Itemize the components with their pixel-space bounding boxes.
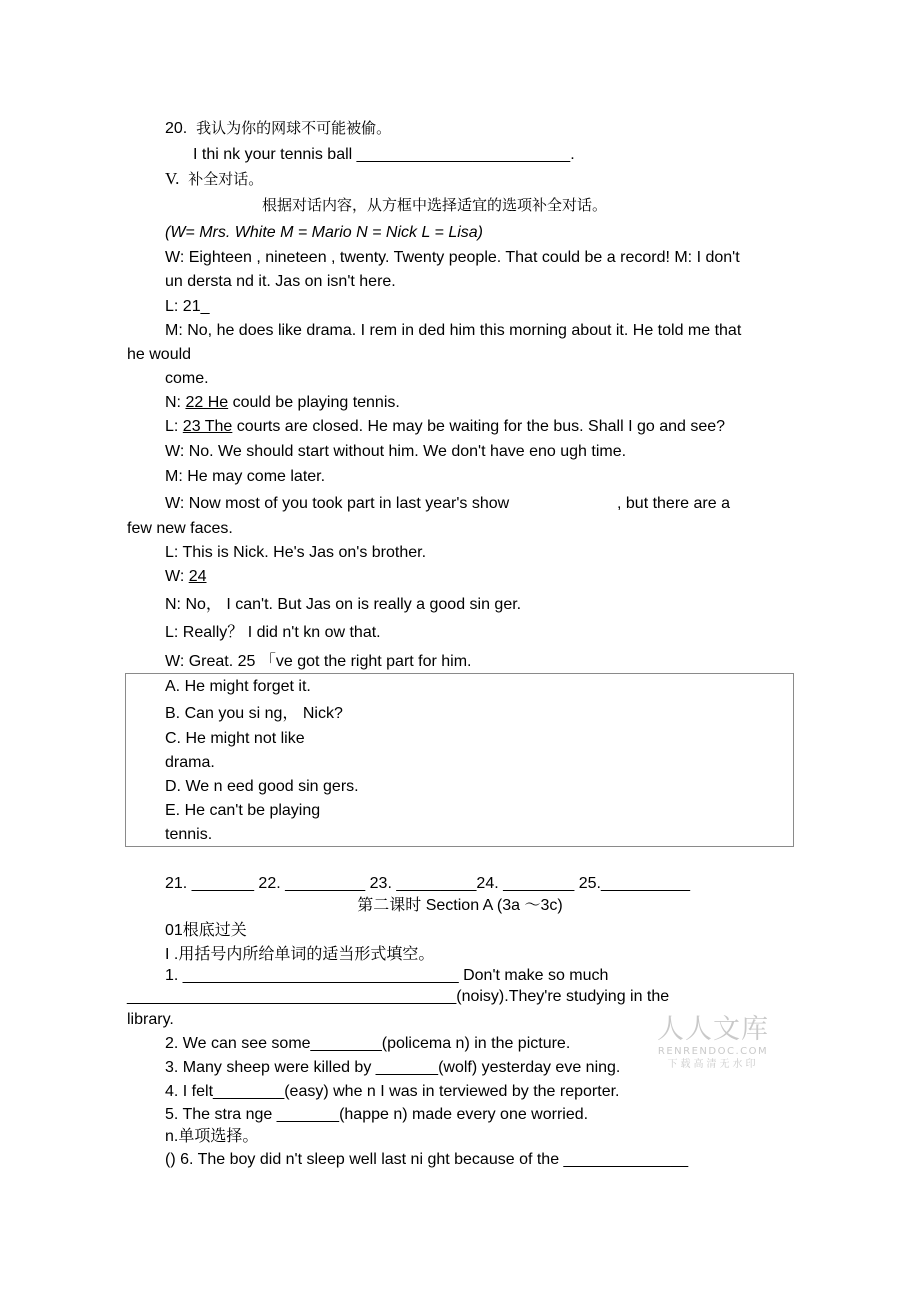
dialogue-line: M: He may come later. xyxy=(165,468,326,485)
section-title: 补全对话。 xyxy=(188,170,264,188)
section-instruction: 根据对话内容，从方框中选择适宜的选项补全对话。 xyxy=(262,196,608,214)
dialogue-line: W: Great. 25 「ve got the right part for him. xyxy=(165,653,472,670)
option-e: E. He can't be playing xyxy=(165,802,321,819)
lesson-header: 第二课时 Section A (3a ～3c) xyxy=(357,897,563,914)
option-a: A. He might forget it. xyxy=(165,678,311,695)
exercise-item: 3. Many sheep were killed by _______(wolf) yesterday eve ning. xyxy=(165,1059,621,1076)
dialogue-line: L: Really？ I did n't kn ow that. xyxy=(165,624,381,641)
section-heading: n.单项选择。 xyxy=(165,1128,259,1145)
dialogue-line: he would xyxy=(127,346,192,363)
option-b: B. Can you si ng， Nick? xyxy=(165,705,343,722)
line-text: could be playing tennis. xyxy=(228,394,400,411)
speaker-prefix: L: xyxy=(165,418,183,435)
speaker-legend: (W= Mrs. White M = Mario N = Nick L = Lisa) xyxy=(165,224,483,241)
option-e-continued: tennis. xyxy=(165,826,213,843)
line-text: courts are closed. He may be waiting for the bus. Shall I go and see? xyxy=(232,418,726,435)
exercise-item: 1. _______________________________ Don't make so much xyxy=(165,967,609,984)
dialogue-line: M: No, he does like drama. I rem in ded him this morning about it. He told me that xyxy=(165,322,742,339)
option-c: C. He might not like xyxy=(165,730,305,747)
dialogue-line: un dersta nd it. Jas on isn't here. xyxy=(165,273,396,290)
exercise-item: library. xyxy=(127,1011,174,1028)
exercise-item: _____________________________________(noisy).They're studying in the xyxy=(127,988,670,1005)
part-title: 01根底过关 xyxy=(165,922,247,939)
question-number: 20. xyxy=(165,120,188,137)
dialogue-line: , but there are a xyxy=(617,495,730,512)
dialogue-line: L: This is Nick. He's Jas on's brother. xyxy=(165,544,427,561)
speaker-prefix: W: xyxy=(165,568,189,585)
section-heading: I .用括号内所给单词的适当形式填空。 xyxy=(165,946,435,963)
section-numeral: V. xyxy=(165,169,180,188)
dialogue-line xyxy=(165,417,725,437)
watermark-url: RENRENDOC.COM xyxy=(657,1046,769,1057)
speaker-prefix: N: xyxy=(165,394,186,411)
dialogue-line xyxy=(165,567,207,587)
answer-blank: 22 He xyxy=(185,394,229,411)
dialogue-line: few new faces. xyxy=(127,520,233,537)
option-d: D. We n eed good sin gers. xyxy=(165,778,359,795)
dialogue-line: W: Eighteen , nineteen , twenty. Twenty people. That could be a record! M: I don't xyxy=(165,249,740,266)
dialogue-line: L: 21_ xyxy=(165,298,210,315)
answer-blank: 24 xyxy=(188,568,207,585)
watermark-tagline: 下载高清无水印 xyxy=(667,1059,759,1070)
question-20-english: I thi nk your tennis ball ________________________. xyxy=(193,146,575,163)
exercise-item: 2. We can see some________(policema n) in the picture. xyxy=(165,1035,571,1052)
option-c-continued: drama. xyxy=(165,754,215,771)
dialogue-line: W: Now most of you took part in last year's show xyxy=(165,495,510,512)
exercise-item: 5. The stra nge _______(happe n) made every one worried. xyxy=(165,1106,589,1123)
exercise-item: 4. I felt________(easy) whe n I was in terviewed by the reporter. xyxy=(165,1083,620,1100)
watermark-logo: 人人文库 xyxy=(657,1014,769,1045)
answer-blank: 23 The xyxy=(182,418,233,435)
chinese-sentence: 我认为你的网球不可能被偷。 xyxy=(196,119,392,137)
dialogue-line: N: No， I can't. But Jas on is really a good sin ger. xyxy=(165,596,522,613)
dialogue-line: come. xyxy=(165,370,209,387)
exercise-item: () 6. The boy did n't sleep well last ni ght because of the ______________ xyxy=(165,1151,689,1168)
section-v-heading xyxy=(165,169,263,190)
dialogue-line xyxy=(165,393,400,413)
question-20-chinese xyxy=(165,118,391,139)
dialogue-line: W: No. We should start without him. We don't have eno ugh time. xyxy=(165,443,627,460)
answer-blanks: 21. _______ 22. _________ 23. _________24. ________ 25.__________ xyxy=(165,875,690,892)
watermark xyxy=(648,1014,778,1072)
